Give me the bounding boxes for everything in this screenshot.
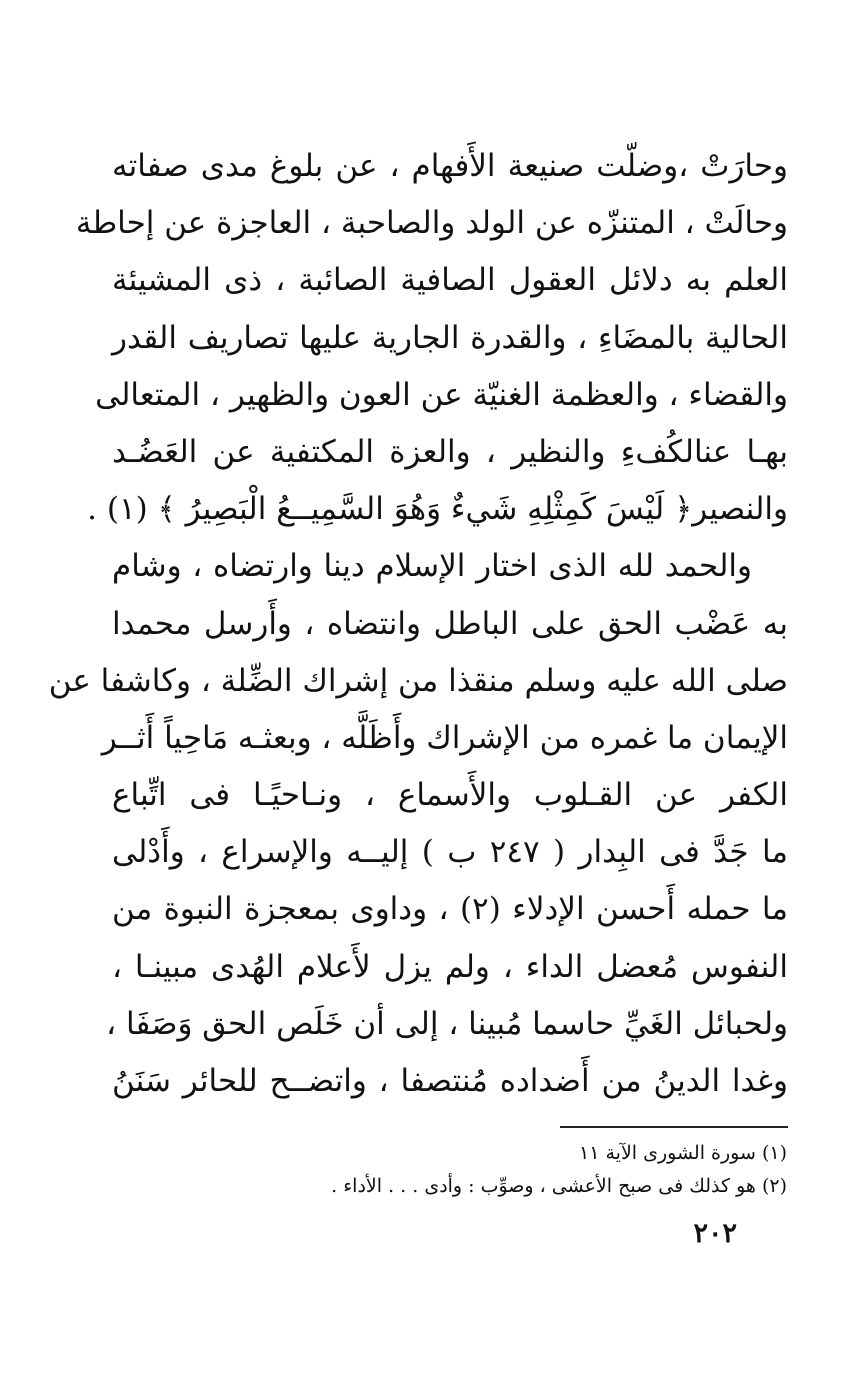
text-line: الإيمان ما غمره من الإشراك وأَظَلَّه ، وبعثـه مَاحِياً أَثــر: [101, 719, 788, 756]
page-number: ٢٠٢: [693, 1218, 737, 1249]
text-line: الكفر عن القـلوب والأَسماع ، ونـاحيًـا فى اتِّباع: [112, 777, 788, 814]
text-line: وغدا الدينُ من أَضداده مُنتصفا ، واتضــح للحائر سَنَنُ: [112, 1063, 788, 1099]
footnote-divider: [560, 1126, 788, 1128]
footnote-1: (١) سورة الشورى الآية ١١: [579, 1142, 787, 1164]
text-line: النفوس مُعضل الداء ، ولم يزل لأَعلام الهُدى مبينـا ،: [112, 948, 788, 985]
text-line: ما حمله أَحسن الإدلاء (٢) ، وداوى بمعجزة النبوة من: [112, 891, 788, 928]
text-line: به عَضْب الحق على الباطل وانتضاه ، وأَرسل محمدا: [112, 605, 788, 642]
text-line: وحالَتْ ، المتنزّه عن الولد والصاحبة ، العاجزة عن إحاطة: [75, 205, 788, 242]
text-line: العلم به دلائل العقول الصافية الصائبة ، ذى المشيئة: [112, 262, 788, 299]
text-line: وحارَتْ ،وضلّت صنيعة الأَفهام ، عن بلوغ مدى صفاته: [112, 148, 788, 184]
footnotes: [267, 1137, 787, 1203]
text-line: ما جَدَّ فى البِدار ( ٢٤٧ ب ) إليــه والإسراع ، وأَدْلى: [112, 834, 788, 871]
text-line: الحالية بالمضَاءِ ، والقدرة الجارية عليها تصاريف القدر: [112, 319, 788, 356]
footnote-2: (٢) هو كذلك فى صبح الأعشى ، وصوِّب : وأدى . . . الأداء .: [331, 1175, 787, 1197]
text-line: والنصير﴿ لَيْسَ كَمِثْلِهِ شَيءٌ وَهُوَ السَّمِيــعُ الْبَصِيرُ ﴾ (١) .: [87, 491, 788, 528]
text-line: والقضاء ، والعظمة الغنيّة عن العون والظهير ، المتعالى: [95, 376, 788, 413]
paragraph-start-line: والحمد لله الذى اختار الإسلام دينا وارتضاه ، وشام: [112, 548, 752, 585]
main-text: [48, 138, 788, 1110]
text-line: صلى الله عليه وسلم منقذا من إشراك الضِّلة ، وكاشفا عن: [48, 662, 788, 699]
text-line: بهـا عنالكُفءِ والنظير ، والعزة المكتفية عن العَضُـد: [112, 433, 788, 470]
text-line: ولحبائل الغَيِّ حاسما مُبينا ، إلى أن خَلَص الحق وَصَفَا ،: [106, 1005, 788, 1042]
